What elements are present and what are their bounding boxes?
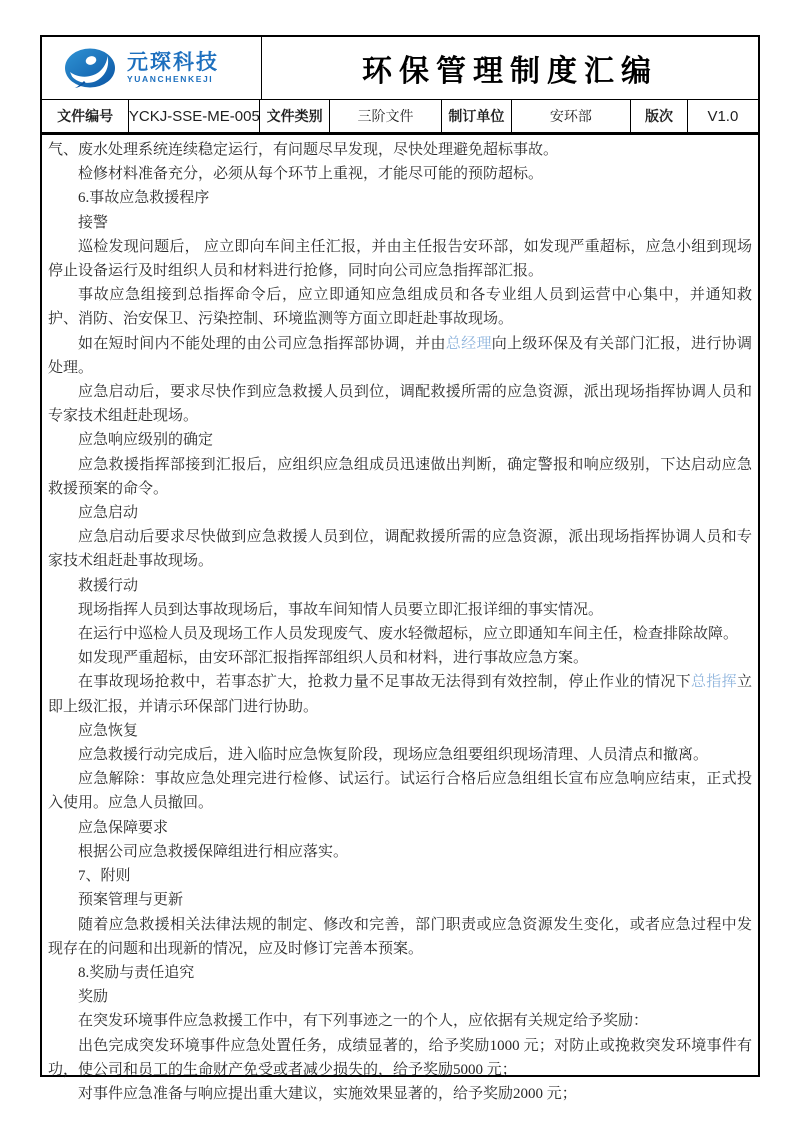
body-paragraph — [48, 985, 752, 1009]
body-paragraph — [48, 138, 752, 162]
body-paragraph — [48, 622, 752, 646]
body-paragraph — [48, 235, 752, 283]
text-run: 如发现严重超标，由安环部汇报指挥部组织人员和材料，进行事故应急方案。 — [78, 650, 589, 667]
text-run: 救援行动 — [78, 577, 139, 594]
company-logo-icon — [64, 47, 118, 89]
body-paragraph — [48, 211, 752, 235]
body-paragraph — [48, 574, 752, 598]
body-paragraph — [48, 864, 752, 888]
body-paragraph — [48, 332, 752, 380]
info-value-version: V1.0 — [707, 107, 739, 125]
text-run: 如在短时间内不能处理的由公司应急指挥部协调，并由 — [78, 335, 446, 352]
text-run: 应急启动 — [78, 505, 139, 522]
body-paragraph — [48, 961, 752, 985]
text-run: 应急恢复 — [78, 722, 139, 739]
linked-term[interactable]: 总指挥 — [690, 674, 737, 691]
body-paragraph — [48, 1009, 752, 1033]
text-run: 随着应急救援相关法律法规的制定、修改和完善，部门职责或应急资源发生变化，或者应急过程中发现存在的问题和出现新的情况，应及时修订完善本预案。 — [48, 916, 752, 957]
linked-term[interactable]: 总经理 — [445, 335, 492, 352]
text-run: 奖励 — [78, 989, 109, 1006]
body-paragraph — [48, 428, 752, 452]
company-name-en: YUANCHENKEJI — [127, 74, 214, 85]
body-paragraph — [48, 162, 752, 186]
text-run: 7、附则 — [78, 868, 131, 885]
body-paragraph — [48, 1082, 752, 1106]
body-paragraph — [48, 913, 752, 961]
text-run: 应急启动后要求尽快做到应急救援人员到位，调配救援所需的应急资源，派出现场指挥协调人员和专家技术组赶赴事故现场。 — [48, 529, 752, 570]
body-paragraph — [48, 840, 752, 864]
text-run: 立即上级汇报，并请示环保部门进行协助。 — [48, 674, 752, 715]
document-frame — [40, 35, 760, 1102]
text-run: 出色完成突发环境事件应急处置任务，成绩显著的，给予奖励1000 元；对防止或挽救突发环境事件有功，使公司和员工的生命财产免受或者减少损失的，给予奖励5000 元； — [48, 1037, 752, 1078]
text-run: 向上级环保及有关部门汇报，进行协调处理。 — [48, 335, 752, 376]
text-run: 对事件应急准备与响应提出重大建议，实施效果显著的，给予奖励2000 元； — [78, 1085, 577, 1102]
document-body — [42, 135, 758, 1106]
text-run: 应急响应级别的确定 — [78, 432, 214, 449]
body-paragraph — [48, 816, 752, 840]
body-paragraph — [48, 598, 752, 622]
info-label-doc-category: 文件类别 — [260, 100, 329, 132]
info-value-issuing-dept: 安环部 — [512, 100, 632, 132]
body-paragraph — [48, 525, 752, 573]
logo-text — [127, 52, 219, 84]
body-paragraph — [48, 670, 752, 718]
body-paragraph — [48, 380, 752, 428]
text-run: 根据公司应急救援保障组进行相应落实。 — [78, 843, 349, 860]
title-cell — [262, 37, 758, 99]
text-run: 预案管理与更新 — [78, 892, 184, 909]
text-run: 应急保障要求 — [78, 819, 169, 836]
body-paragraph — [48, 888, 752, 912]
body-paragraph — [48, 501, 752, 525]
text-run: 在事故现场抢救中，若事态扩大，抢救力量不足事故无法得到有效控制，停止作业的情况下 — [78, 674, 691, 691]
info-label-version: 版次 — [631, 100, 688, 132]
text-run: 应急解除：事故应急处理完进行检修、试运行。试运行合格后应急组组长宣布应急响应结束，正式投入使用。应急人员撤回。 — [48, 771, 752, 812]
body-paragraph — [48, 767, 752, 815]
body-paragraph — [48, 719, 752, 743]
document-header — [42, 37, 758, 99]
document-title: 环保管理制度汇编 — [362, 55, 658, 88]
body-paragraph — [48, 186, 752, 210]
text-run: 应急启动后，要求尽快作到应急救援人员到位，调配救援所需的应急资源，派出现场指挥协调人员和专家技术组赶赴现场。 — [48, 384, 752, 425]
body-paragraph — [48, 743, 752, 767]
info-label-issuing-dept: 制订单位 — [442, 100, 511, 132]
body-paragraph — [48, 283, 752, 331]
info-value-doc-number: YCKJ-SSE-ME-005 — [129, 100, 260, 132]
text-run: 巡检发现问题后， 应立即向车间主任汇报，并由主任报告安环部，如发现严重超标，应急小组到现场停止设备运行及时组织人员和材料进行抢修，同时向公司应急指挥部汇报。 — [48, 238, 752, 280]
text-run: 现场指挥人员到达事故现场后，事故车间知情人员要立即汇报详细的事实情况。 — [78, 601, 604, 618]
text-run: 检修材料准备充分，必须从每个环节上重视，才能尽可能的预防超标。 — [78, 166, 544, 183]
text-run: 应急救援指挥部接到汇报后，应组织应急组成员迅速做出判断，确定警报和响应级别，下达启动应急救援预案的命令。 — [48, 456, 752, 497]
info-value-doc-category: 三阶文件 — [330, 100, 442, 132]
text-run: 6.事故应急救援程序 — [78, 190, 210, 207]
text-run: 接警 — [78, 214, 109, 231]
text-run: 在运行中巡检人员及现场工作人员发现废气、废水轻微超标，应立即通知车间主任，检查排除故障。 — [78, 626, 739, 643]
text-run: 事故应急组接到总指挥命令后，应立即通知应急组成员和各专业组人员到运营中心集中，并通知救护、消防、治安保卫、污染控制、环境监测等方面立即赶赴事故现场。 — [48, 287, 752, 328]
body-paragraph — [48, 646, 752, 670]
text-run: 8.奖励与责任追究 — [78, 964, 195, 981]
body-paragraph — [48, 1034, 752, 1082]
logo-cell — [42, 37, 262, 99]
text-run: 气、废水处理系统连续稳定运行，有问题尽早发现，尽快处理避免超标事故。 — [48, 142, 559, 158]
info-label-doc-number: 文件编号 — [42, 100, 129, 132]
company-name: 元琛科技 — [127, 51, 219, 75]
text-run: 在突发环境事件应急救援工作中，有下列事迹之一的个人，应依据有关规定给予奖励： — [78, 1013, 649, 1030]
document-info-row — [42, 99, 758, 135]
body-paragraph — [48, 453, 752, 501]
text-run: 应急救援行动完成后，进入临时应急恢复阶段，现场应急组要组织现场清理、人员清点和撤离。 — [78, 747, 709, 764]
